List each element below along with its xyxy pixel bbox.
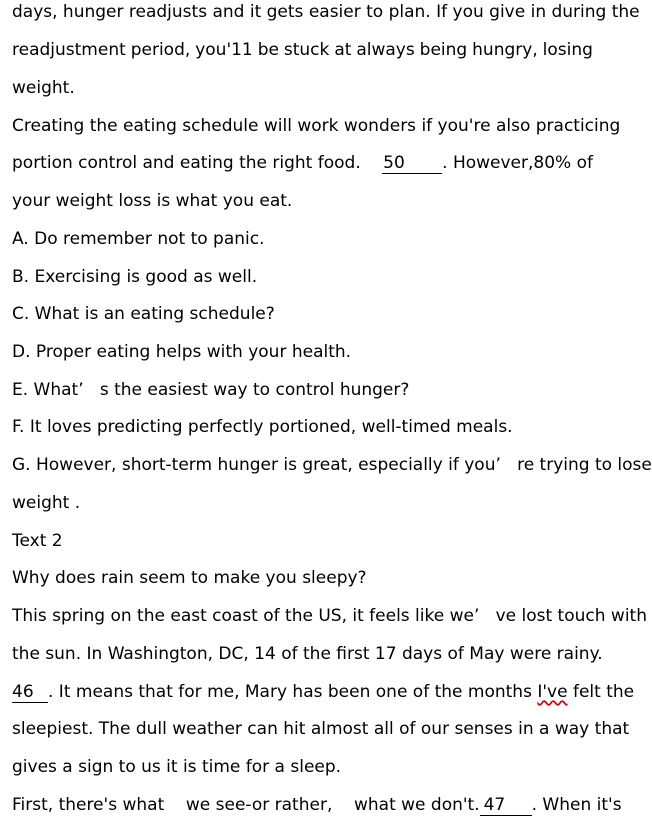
option-g (12, 453, 652, 477)
text-line (12, 151, 593, 175)
text-line (12, 717, 629, 741)
article-title-text: Why does rain seem to make you sleepy? (12, 568, 367, 588)
option-text: E. What’ s the easiest way to control hunger? (12, 380, 410, 400)
text-line (12, 76, 75, 100)
option-text: F. It loves predicting perfectly portioned, well-timed meals. (12, 417, 513, 437)
text-line-content: days, hunger readjusts and it gets easier to plan. If you give in during the (12, 2, 640, 22)
text-segment: 80% of (533, 153, 593, 173)
section-label (12, 529, 63, 553)
text-segment: always (356, 40, 415, 60)
text-segment: being (419, 40, 468, 60)
text-line-content: your weight loss is what you eat. (12, 191, 293, 211)
option-text: D. Proper eating helps with your health. (12, 342, 352, 362)
text-segment: stuck (283, 40, 330, 60)
text-line (12, 793, 622, 817)
text-segment: readjustment (12, 40, 126, 60)
text-line (12, 38, 593, 62)
text-segment: . When it's (531, 795, 622, 815)
text-segment: felt the (572, 682, 635, 702)
text-line-content: This spring on the east coast of the US, it feels like we’ ve lost touch with (12, 606, 647, 626)
text-line-content: the sun. In Washington, DC, 14 of the first 17 days of May were rainy. (12, 644, 603, 664)
text-segment: at (334, 40, 352, 60)
option-text: G. However, short-term hunger is great, especially if you’ re trying to lose (12, 455, 652, 475)
answer-blank-47: 47 (480, 795, 532, 816)
option-e (12, 378, 409, 402)
text-line-content: gives a sign to us it is time for a sleep. (12, 757, 342, 777)
option-a (12, 227, 265, 251)
text-line (12, 114, 620, 138)
text-line (12, 642, 603, 666)
option-c (12, 302, 275, 326)
option-text: B. Exercising is good as well. (12, 267, 258, 287)
text-segment: First, there's what we see-or rather, what we don't. (12, 795, 480, 815)
text-line (12, 604, 647, 628)
option-b (12, 265, 257, 289)
text-segment: be (257, 40, 279, 60)
text-line-content: weight. (12, 78, 75, 98)
text-segment: . It means that for me, Mary has been one of the months (48, 682, 532, 702)
option-d (12, 340, 351, 364)
grammar-flagged-word: I've (537, 682, 568, 702)
option-text: weight . (12, 493, 81, 513)
answer-blank-46: 46 (12, 682, 48, 703)
text-line (12, 0, 640, 24)
text-line (12, 680, 635, 704)
text-segment: portion control and eating the right food. (12, 153, 361, 173)
article-title (12, 566, 367, 590)
text-line (12, 189, 292, 213)
text-segment: . However, (442, 153, 534, 173)
option-g-continued (12, 491, 80, 515)
text-segment: period, (130, 40, 191, 60)
option-text: C. What is an eating schedule? (12, 304, 275, 324)
text-line-content: Creating the eating schedule will work wonders if you're also practicing (12, 116, 621, 136)
answer-blank-50: 50 (382, 153, 442, 174)
text-line-content: sleepiest. The dull weather can hit almost all of our senses in a way that (12, 719, 630, 739)
section-label-text: Text 2 (12, 531, 63, 551)
option-text: A. Do remember not to panic. (12, 229, 265, 249)
text-segment: you'11 (195, 40, 253, 60)
text-segment: losing (542, 40, 593, 60)
text-line (12, 755, 341, 779)
option-f (12, 415, 513, 439)
text-segment: hungry, (472, 40, 538, 60)
